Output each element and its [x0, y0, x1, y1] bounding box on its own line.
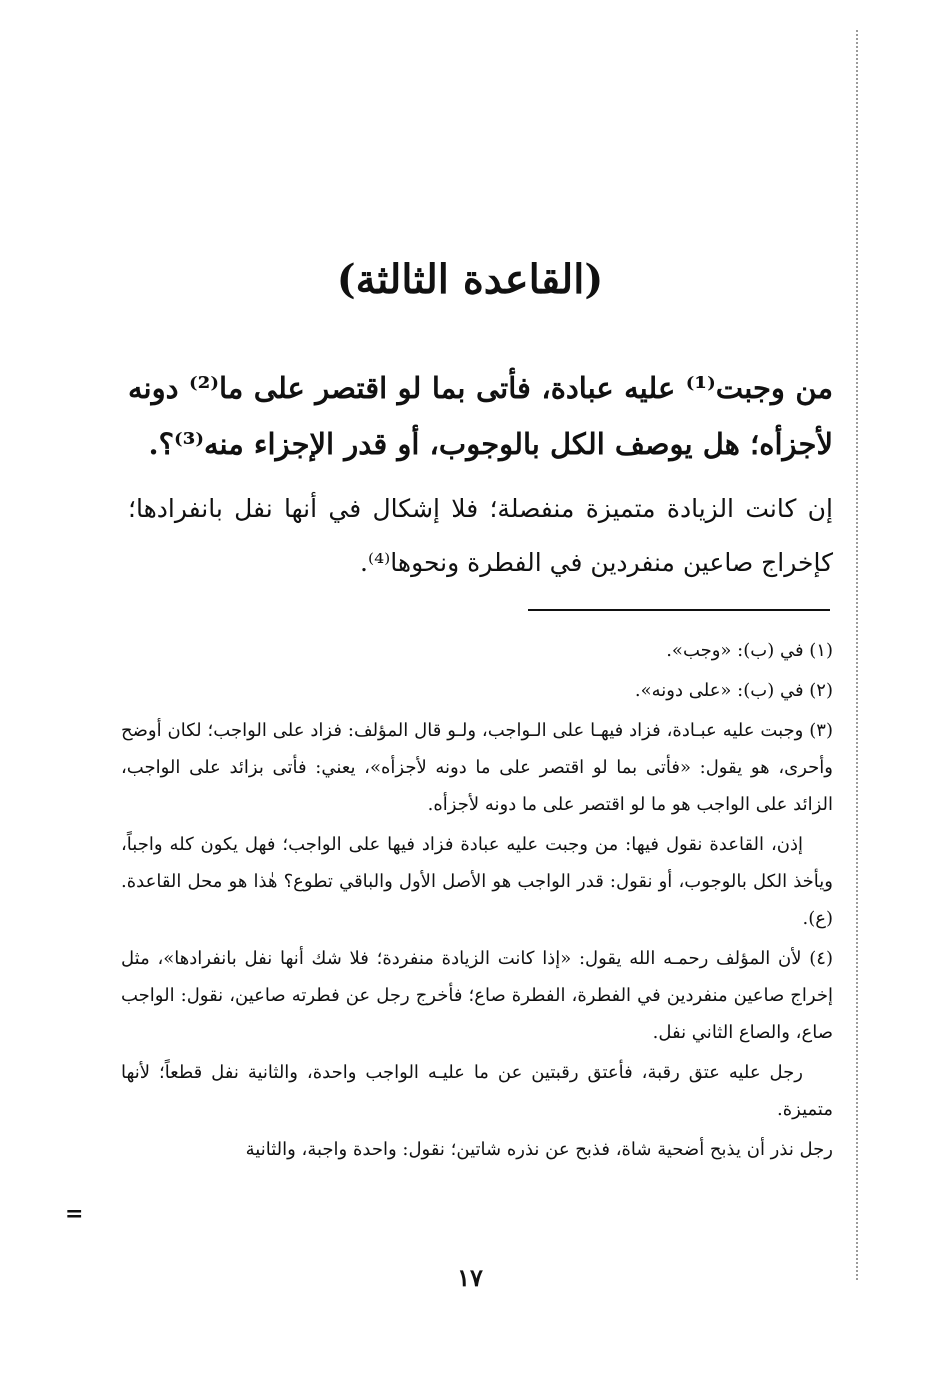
footnote-3: (٣) وجبت عليه عبـادة، فزاد فيهـا على الـواجب، ولـو قال المؤلف: فزاد على الواجب؛ لكان أوضح وأحرى، هو يقول: «فأتى بما لو اقتصر على ما دونه لأجزأه»، يعني: فأتى بزائد على الواجب، الزائد على الواجب هو ما لو اقتصر على ما دونه لأجزأه. [121, 720, 833, 815]
footnote-1: (١) في (ب): «وجب». [666, 640, 833, 661]
footnote-4: (٤) لأن المؤلف رحمـه الله يقول: «إذا كانت الزيادة منفردة؛ فلا شك أنها نفل بانفرادها»، مثل إخراج صاعين منفردين في الفطرة، الفطرة صاع؛ فأخرج رجل عن فطرته صاعين، نقول: الواجب صاع، والصاع الثاني نفل. [121, 948, 833, 1043]
body-paragraph: إن كانت الزيادة متميزة منفصلة؛ فلا إشكال في أنها نفل بانفرادها؛ كإخراج صاعين منفردين في الفطرة ونحوها⁽⁴⁾. [128, 494, 833, 577]
footnote-3-continued: إذن، القاعدة نقول فيها: من وجبت عليه عبادة فزاد فيها على الواجب؛ فهل يكون كله واجباً، ويأخذ الكل بالوجوب، أو نقول: قدر الواجب هو الأصل الأول والباقي تطوع؟ هٰذا هو محل القاعدة. (ع). [121, 834, 833, 929]
footnote-2: (٢) في (ب): «على دونه». [634, 680, 833, 701]
page-edge-dotted-line [856, 30, 858, 1280]
continuation-mark: = [65, 1201, 84, 1227]
page-number: ١٧ [457, 1263, 483, 1292]
footnotes [121, 632, 833, 1171]
footnote-separator [528, 609, 830, 611]
footnote-4-continued-2: رجل نذر أن يذبح أضحية شاة، فذبح عن نذره شاتين؛ نقول: واحدة واجبة، والثانية [245, 1139, 833, 1160]
section-heading: (القاعدة الثالثة) [336, 256, 604, 303]
rule-statement: من وجبت⁽¹⁾ عليه عبادة، فأتى بما لو اقتصر على ما⁽²⁾ دونه لأجزأه؛ هل يوصف الكل بالوجوب، أو قدر الإجزاء منه⁽³⁾؟. [128, 371, 833, 461]
footnote-4-continued: رجل عليه عتق رقبة، فأعتق رقبتين عن ما عليـه الواجب واحدة، والثانية نفل قطعاً؛ لأنها متميزة. [121, 1062, 833, 1120]
